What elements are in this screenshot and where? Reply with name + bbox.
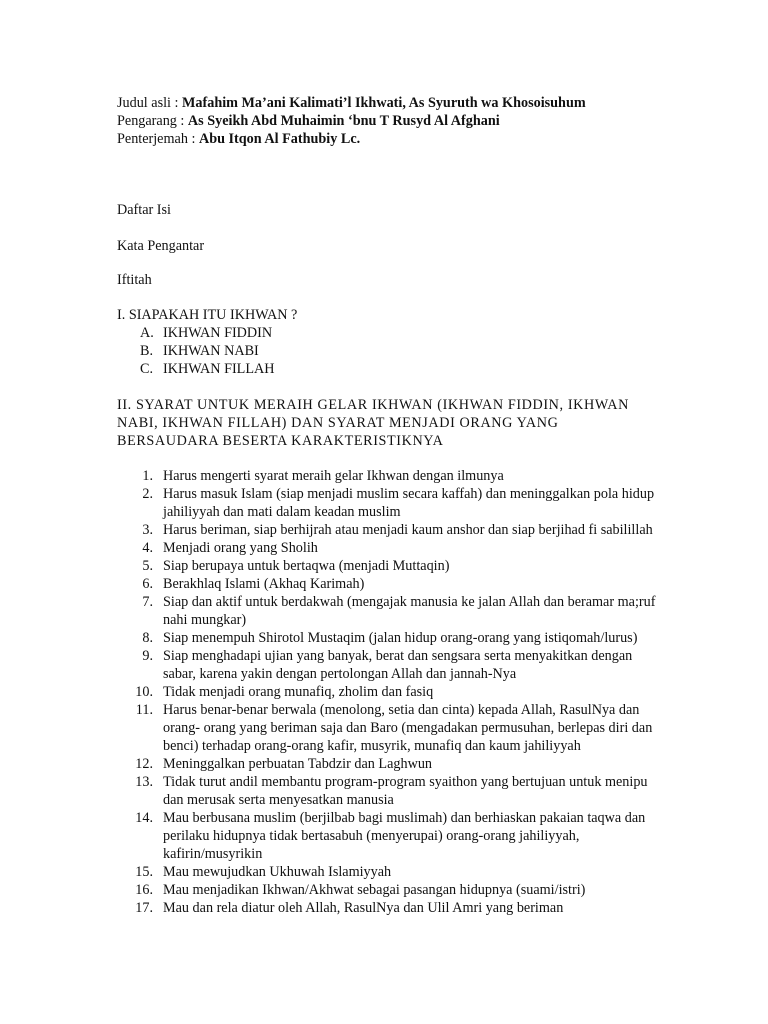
list-marker: 17. (135, 900, 153, 916)
list-marker: 10. (135, 684, 153, 700)
list-marker: 12. (135, 756, 153, 772)
list-item (117, 809, 657, 863)
list-item (117, 485, 657, 521)
list-item-text: Siap menempuh Shirotol Mustaqim (jalan hidup orang-orang yang istiqomah/lurus) (163, 630, 638, 646)
list-item (117, 557, 657, 575)
author-label: Pengarang : (117, 113, 188, 129)
list-marker: 8. (142, 630, 153, 646)
list-item-text: Meninggalkan perbuatan Tabdzir dan Laghwun (163, 756, 433, 772)
list-item-text: Mau mewujudkan Ukhuwah Islamiyyah (163, 864, 392, 880)
list-item-text: Mau berbusana muslim (berjilbab bagi muslimah) dan berhiaskan pakaian taqwa dan perilaku hidupnya tidak bertasabuh (menyerupai) orang-orang jahiliyyah, kafirin/musyrikin (163, 810, 646, 862)
list-marker: 9. (142, 648, 153, 664)
list-item (117, 575, 657, 593)
section-1-title: I. SIAPAKAH ITU IKHWAN ? (117, 307, 298, 323)
section-1-list (117, 324, 677, 378)
author-value: As Syeikh Abd Muhaimin ‘bnu T Rusyd Al Afghani (187, 113, 500, 129)
list-item-text: Harus benar-benar berwala (menolong, setia dan cinta) kepada Allah, RasulNya dan orang- orang yang beriman saja dan Baro (mengadakan permusuhan, berlepas diri dan benci) terhadap orang-orang kafir, musyrik, munafiq dan kaum jahiliyyah (163, 702, 653, 754)
list-marker: 3. (142, 522, 153, 538)
list-item (117, 467, 657, 485)
list-item-text: Siap dan aktif untuk berdakwah (mengajak manusia ke jalan Allah dan beramar ma;ruf nahi mungkar) (163, 594, 656, 628)
list-marker: 5. (142, 558, 153, 574)
list-marker: 13. (135, 774, 153, 790)
list-item (117, 539, 657, 557)
section-2-title: II. SYARAT UNTUK MERAIH GELAR IKHWAN (IKHWAN FIDDIN, IKHWAN NABI, IKHWAN FILLAH) DAN SYARAT MENJADI ORANG YANG BERSAUDARA BESERTA KARAKTERISTIKNYA (117, 397, 629, 449)
original-title-label: Judul asli : (117, 95, 183, 111)
list-item-text: Harus beriman, siap berhijrah atau menjadi kaum anshor dan siap berjihad fi sabilillah (163, 522, 653, 538)
original-title-value: Mafahim Ma’ani Kalimati’l Ikhwati, As Syuruth wa Khosoisuhum (182, 95, 586, 111)
translator-value: Abu Itqon Al Fathubiy Lc. (198, 131, 361, 147)
list-item (117, 324, 677, 342)
list-marker: 4. (142, 540, 153, 556)
list-item (117, 342, 677, 360)
list-item-text: Tidak turut andil membantu program-program syaithon yang bertujuan untuk menipu dan merusak serta menyesatkan manusia (163, 774, 648, 808)
toc-iftitah: Iftitah (117, 272, 152, 288)
list-item-text: IKHWAN NABI (163, 343, 259, 359)
list-item (117, 647, 657, 683)
list-item-text: Mau menjadikan Ikhwan/Akhwat sebagai pasangan hidupnya (suami/istri) (163, 882, 586, 898)
translator-line (117, 130, 668, 148)
translator-label: Penterjemah : (117, 131, 199, 147)
list-marker: 11. (135, 702, 153, 718)
list-item (117, 863, 657, 881)
list-item (117, 701, 657, 755)
list-item (117, 899, 657, 917)
list-marker: B. (140, 343, 154, 359)
list-marker: 15. (135, 864, 153, 880)
toc-preface: Kata Pengantar (117, 238, 205, 254)
list-item (117, 881, 657, 899)
list-marker: 7. (142, 594, 153, 610)
list-item-text: Mau dan rela diatur oleh Allah, RasulNya dan Ulil Amri yang beriman (163, 900, 564, 916)
list-item (117, 360, 677, 378)
list-marker: 1. (142, 468, 153, 484)
list-item (117, 593, 657, 629)
list-marker: 16. (135, 882, 153, 898)
list-item-text: Harus mengerti syarat meraih gelar Ikhwan dengan ilmunya (163, 468, 504, 484)
list-item-text: IKHWAN FILLAH (163, 361, 275, 377)
list-item (117, 755, 657, 773)
list-item-text: Menjadi orang yang Sholih (163, 540, 318, 556)
list-item (117, 629, 657, 647)
list-marker: A. (140, 325, 154, 341)
list-marker: 6. (142, 576, 153, 592)
list-item (117, 683, 657, 701)
list-marker: 14. (135, 810, 153, 826)
author-line (117, 112, 668, 130)
list-marker: C. (140, 361, 154, 377)
list-item-text: Siap menghadapi ujian yang banyak, berat dan sengsara serta menyakitkan dengan sabar, karena yakin dengan pertolongan Allah dan jannah-Nya (163, 648, 633, 682)
list-item-text: IKHWAN FIDDIN (163, 325, 273, 341)
list-item (117, 773, 657, 809)
list-item-text: Tidak menjadi orang munafiq, zholim dan fasiq (163, 684, 434, 700)
list-item (117, 521, 657, 539)
list-item-text: Siap berupaya untuk bertaqwa (menjadi Muttaqin) (163, 558, 450, 574)
section-2-list (117, 467, 657, 917)
list-item-text: Harus masuk Islam (siap menjadi muslim secara kaffah) dan meninggalkan pola hidup jahiliyyah dan mati dalam keadan muslim (163, 486, 655, 520)
list-item-text: Berakhlaq Islami (Akhaq Karimah) (163, 576, 365, 592)
list-marker: 2. (142, 486, 153, 502)
document-header (117, 94, 668, 148)
original-title-line (117, 94, 668, 112)
toc-heading: Daftar Isi (117, 202, 171, 218)
